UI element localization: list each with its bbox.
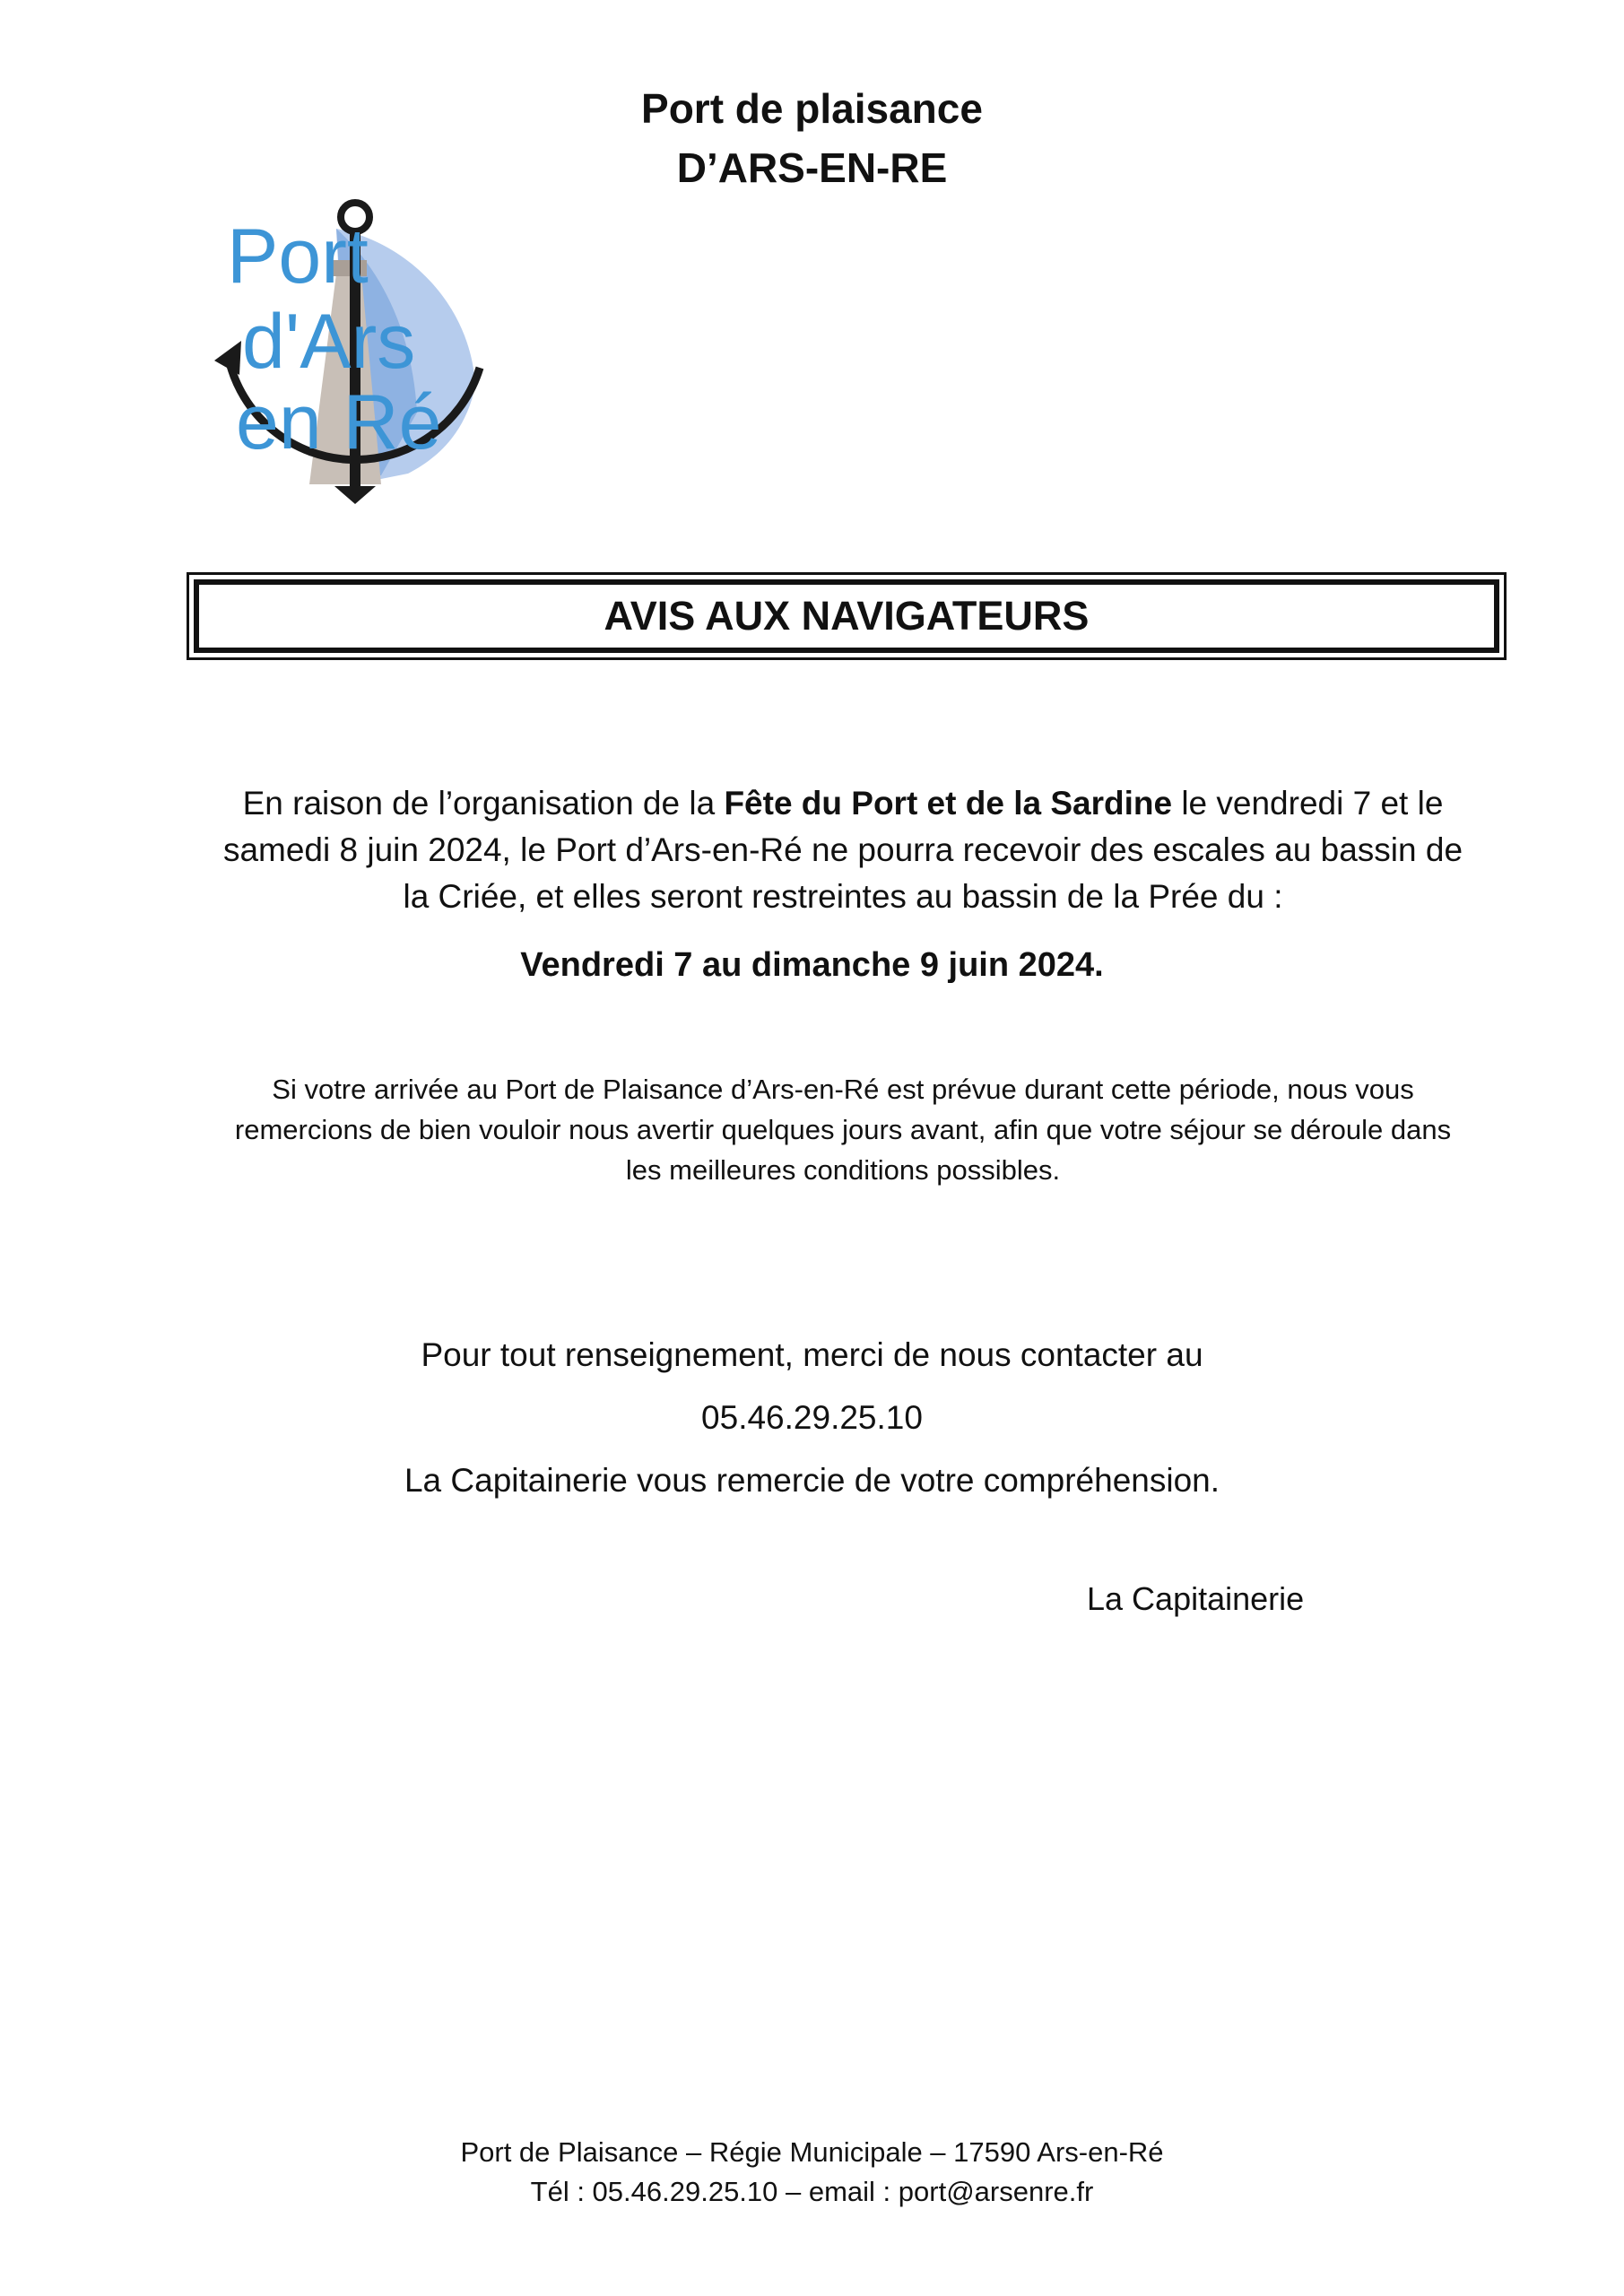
page-footer bbox=[0, 2133, 1624, 2212]
footer-address: Port de Plaisance – Régie Municipale – 17590 Ars-en-Ré bbox=[460, 2136, 1164, 2168]
intro-text-1: En raison de l’organisation de la bbox=[242, 785, 725, 822]
notice-title: AVIS AUX NAVIGATEURS bbox=[194, 579, 1499, 653]
contact-block bbox=[0, 1324, 1624, 1512]
intro-text-2: le vendredi 7 et le samedi 8 juin 2024, le Port d’Ars-en-Ré ne pourra recevoir des escales au bassin de la Criée, et elles seront restreintes au bassin de la Prée du : bbox=[222, 785, 1463, 915]
footer-contact: Tél : 05.46.29.25.10 – email : port@arsenre.fr bbox=[530, 2176, 1094, 2207]
logo-text-ars: d'Ars bbox=[242, 299, 416, 385]
notice-paragraph: Si votre arrivée au Port de Plaisance d’Ars-en-Ré est prévue durant cette période, nous vous remercions de bien vouloir nous avertir quelques jours avant, afin que votre séjour se déroule dans les meilleures conditions possibles. bbox=[234, 1074, 1452, 1186]
notice-title-box bbox=[187, 572, 1507, 660]
page-header bbox=[0, 79, 1624, 197]
signature: La Capitainerie bbox=[1087, 1580, 1305, 1617]
contact-phone: 05.46.29.25.10 bbox=[701, 1399, 923, 1436]
thanks-line: La Capitainerie vous remercie de votre compréhension. bbox=[404, 1462, 1220, 1499]
header-line-2: D’ARS-EN-RE bbox=[676, 144, 948, 191]
intro-paragraph bbox=[215, 780, 1471, 920]
dates-line: Vendredi 7 au dimanche 9 juin 2024. bbox=[520, 946, 1104, 984]
anchor-bottom-fluke bbox=[334, 486, 376, 504]
event-name: Fête du Port et de la Sardine bbox=[724, 785, 1173, 822]
contact-line: Pour tout renseignement, merci de nous contacter au bbox=[421, 1336, 1203, 1373]
logo-text-enre: en Ré bbox=[236, 379, 442, 465]
header-line-1: Port de plaisance bbox=[641, 85, 983, 132]
port-logo bbox=[202, 188, 525, 520]
logo-text-port: Port bbox=[227, 213, 369, 300]
